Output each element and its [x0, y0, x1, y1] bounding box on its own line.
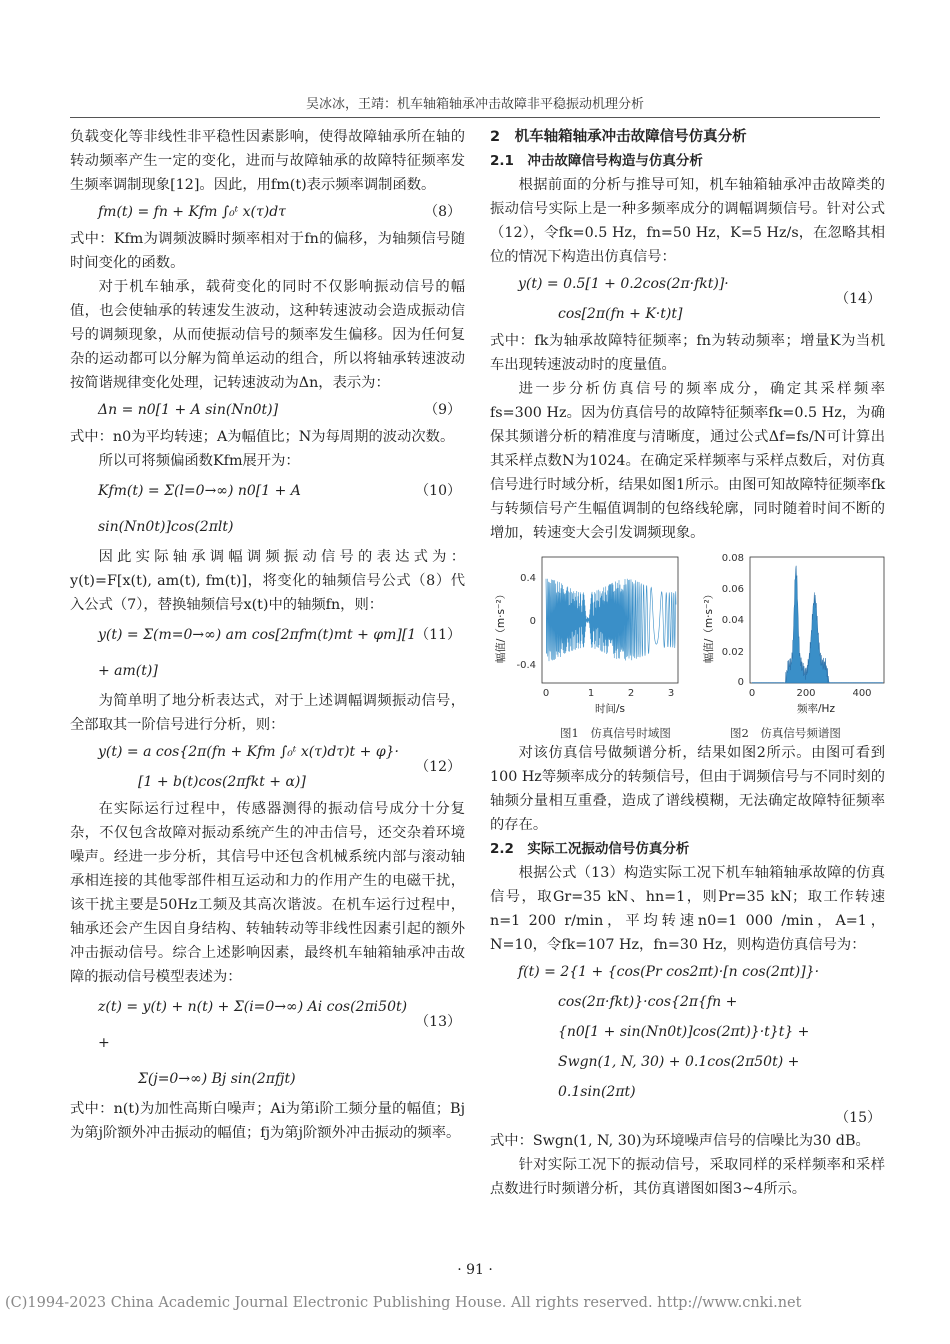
paragraph: 式中：Kfm为调频波瞬时频率相对于fn的偏移，为轴频信号随时间变化的函数。 [70, 231, 465, 271]
paragraph: 式中：n0为平均转速；A为幅值比；N为每周期的波动次数。 [70, 429, 455, 445]
section-heading: 2 机车轴箱轴承冲击故障信号仿真分析 [490, 129, 747, 145]
paragraph: 根据前面的分析与推导可知，机车轴箱轴承冲击故障类的振动信号实际上是一种多频率成分的调幅调频信号。针对公式（12），令fk=0.5 Hz，fn=50 Hz，K=5 Hz/s，在忽略其相位的情况下构造出仿真信号： [490, 177, 885, 265]
equation-8: fm(t) = fn + Kfm ∫₀ᵗ x(τ)dτ （8） [98, 204, 461, 220]
subsection-heading: 2.2 实际工况振动信号仿真分析 [490, 841, 690, 857]
copyright-watermark: (C)1994-2023 China Academic Journal Electronic Publishing House. All rights reserved. http://www.cnki.net [5, 1295, 802, 1311]
fig1-xtick: 2 [627, 688, 635, 699]
fig1-ylabel: 幅值/（m·s⁻²） [495, 588, 507, 664]
fig1-signal-trace [546, 579, 676, 661]
paragraph: 对该仿真信号做频谱分析，结果如图2所示。由图可看到100 Hz等频率成分的转频信号，但由于调频信号与不同时刻的轴频分量相互重叠，造成了谱线模糊，无法确定故障特征频率的存在。 [490, 745, 885, 833]
fig2-xtick: 0 [748, 688, 756, 699]
paragraph: 针对实际工况下的振动信号，采取同样的采样频率和采样点数进行时频谱分析，其仿真谱图如图3~4所示。 [490, 1157, 885, 1197]
fig2-ytick: 0.02 [721, 647, 744, 658]
fig1-ytick: 0.4 [520, 573, 536, 584]
equation-11: y(t) = Σ(m=0→∞) am cos[2πfm(t)mt + φm][1 + am(t)] （11） [98, 627, 461, 679]
paragraph: 所以可将频偏函数Kfm展开为： [98, 453, 300, 469]
fig1-signal [546, 579, 676, 661]
paragraph: 在实际运行过程中，传感器测得的振动信号成分十分复杂，不仅包含故障对振动系统产生的冲击信号，还交杂着环境噪声。经进一步分析，其信号中还包含机械系统内部与滚动轴承相连接的其他零部件相互运动和力的作用产生的电磁干扰，该干扰主要是50Hz工频及其高次谐波。在机车运行过程中，轴承还会产生因自身结构、转轴转动等非线性因素引起的额外冲击振动信号。综合上述影响因素，最终机车轴箱轴承冲击故障的振动信号模型表述为： [70, 801, 465, 985]
fig2-ytick: 0 [737, 677, 744, 688]
fig1-ytick: -0.4 [516, 660, 536, 671]
fig1-ytick: 0 [529, 616, 536, 627]
paragraph: 进一步分析仿真信号的频率成分，确定其采样频率fs=300 Hz。因为仿真信号的故障特征频率fk=0.5 Hz，为确保其频谱分析的精准度与清晰度，通过公式Δf=fs/N可计算出其采样点数N为1024。在确定采样频率与采样点数后，对仿真信号进行时域分析，结果如图1所示。由图可知故障特征频率fk与转频信号产生幅值调制的包络线轮廓，同时随着时间不断的增加，转速变大会引发调频现象。 [490, 381, 885, 541]
paragraph: 根据公式（13）构造实际工况下机车轴箱轴承故障的仿真信号，取Gr=35 kN、hn=1，则Pr=35 kN；取工作转速n=1 200 r/min，平均转速n0=1 000 /min，A=1，N=10，令fk=107 Hz，fn=30 Hz，则构造仿真信号为： [490, 865, 885, 953]
figures-row [490, 551, 885, 741]
fig2-xtick: 400 [852, 688, 872, 699]
fig2-xtick: 200 [796, 688, 816, 699]
fig2-xlabel: 频率/Hz [797, 703, 835, 715]
paragraph: 因此实际轴承调幅调频振动信号的表达式为：y(t)=F[x(t), am(t), fm(t)]，将变化的轴频信号公式（8）代入公式（7），替换轴频信号x(t)中的轴频fn，则： [70, 549, 465, 613]
fig2-spectrum-curve [752, 566, 883, 683]
fig2-ytick: 0.06 [721, 584, 744, 595]
fig1-xtick: 3 [667, 688, 675, 699]
left-column [70, 125, 465, 1145]
fig2-ylabel: 幅值/（m·s⁻²） [703, 588, 715, 664]
equation-10: Kfm(t) = Σ(l=0→∞) n0[1 + A sin(Nn0t)]cos(2πlt) （10） [98, 483, 461, 535]
fig1-xtick: 1 [587, 688, 595, 699]
equation-12: y(t) = a cos{2π(fn + Kfm ∫₀ᵗ x(τ)dτ)t + φ}· [1 + b(t)cos(2πfkt + α)] （12） [98, 744, 461, 790]
paragraph: 式中：fk为轴承故障特征频率；fn为转动频率；增量K为当机车出现转速波动时的度量值。 [490, 333, 885, 373]
running-header: 吴冰冰，王靖：机车轴箱轴承冲击故障非平稳振动机理分析 [305, 97, 644, 112]
fig1-xtick: 0 [542, 688, 550, 699]
page-number: · 91 · [457, 1262, 493, 1278]
paragraph: 负载变化等非线性非平稳性因素影响，使得故障轴承所在轴的转动频率产生一定的变化，进而与故障轴承的故障特征频率发生频率调制现象[12]。因此，用fm(t)表示频率调制函数。 [70, 129, 465, 193]
right-column [490, 125, 885, 1201]
fig1-xlabel: 时间/s [594, 703, 626, 715]
paragraph: 式中：n(t)为加性高斯白噪声；Ai为第i阶工频分量的幅值；Bj为第j阶额外冲击振动的幅值；fj为第j阶额外冲击振动的频率。 [70, 1101, 465, 1141]
equation-13: z(t) = y(t) + n(t) + Σ(i=0→∞) Ai cos(2πi50t) + Σ(j=0→∞) Bj sin(2πfjt) （13） [98, 999, 461, 1087]
figure-2-spectrum [698, 551, 888, 719]
paragraph: 对于机车轴承，载荷变化的同时不仅影响振动信号的幅值，也会使轴承的转速发生波动，这种转速波动会造成振动信号的调频现象，从而使振动信号的频率发生偏移。因为任何复杂的运动都可以分解为简单运动的组合，所以将轴承转速波动按简谐规律变化处理，记转速波动为Δn，表示为： [70, 279, 465, 391]
fig2-caption: 图2 仿真信号频谱图 [730, 726, 841, 740]
fig2-ytick: 0.08 [721, 553, 744, 564]
equation-14: y(t) = 0.5[1 + 0.2cos(2π·fkt)]· cos[2π(fn + K·t)t] （14） [518, 276, 881, 322]
equation-9: Δn = n0[1 + A sin(Nn0t)] （9） [98, 402, 461, 418]
figure-1-time-domain [490, 551, 685, 719]
fig1-caption: 图1 仿真信号时域图 [560, 726, 671, 740]
fig2-ytick: 0.04 [721, 615, 744, 626]
header-rule [70, 117, 880, 118]
equation-15: f(t) = 2{1 + {cos(Pr cos2πt)·[n cos(2πt)]}· cos(2π·fkt)}·cos{2π{fn + {n0[1 + sin(Nn0t)]cos(2πt)}·t}t} + Swgn(1, N, 30) + 0.1cos(2π50t) + 0.1sin(2πt) （15） [518, 964, 881, 1126]
subsection-heading: 2.1 冲击故障信号构造与仿真分析 [490, 153, 703, 169]
paragraph: 为简单明了地分析表达式，对于上述调幅调频振动信号，全部取其一阶信号进行分析，则： [70, 693, 465, 733]
paragraph: 式中：Swgn(1, N, 30)为环境噪声信号的信噪比为30 dB。 [490, 1133, 870, 1149]
